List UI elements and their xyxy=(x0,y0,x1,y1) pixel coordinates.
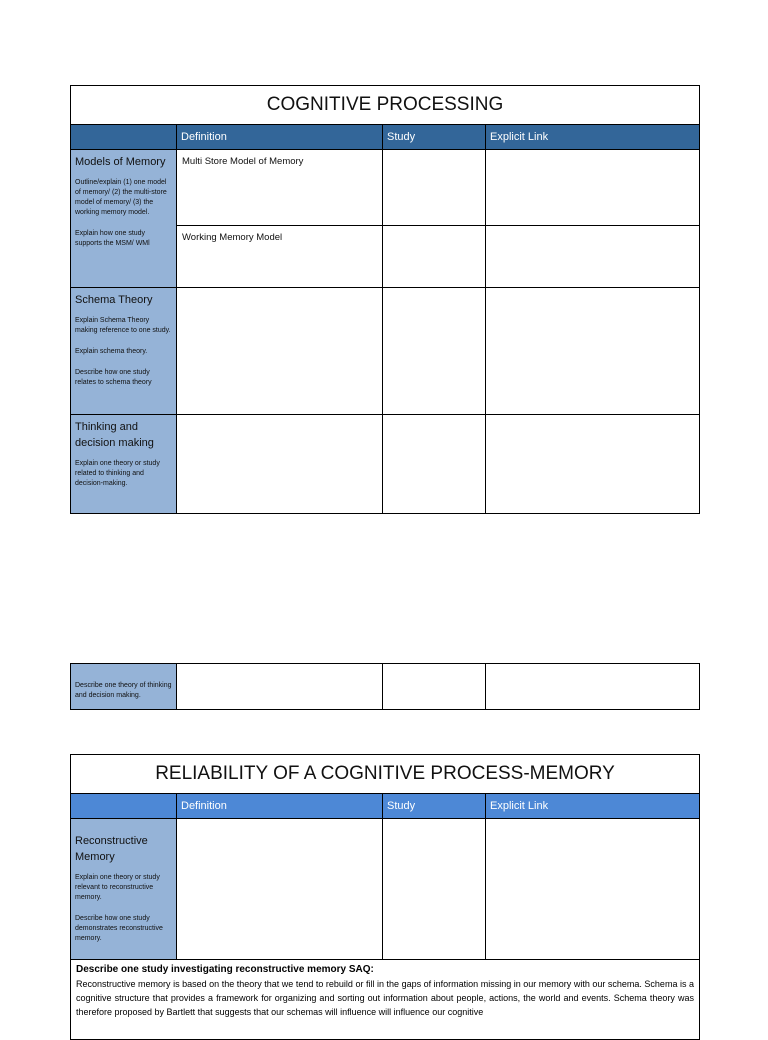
instruction-text: Explain how one study supports the MSM/ WMl xyxy=(75,230,150,247)
topic-title: Reconstructive Memory xyxy=(75,835,148,863)
topic-title: Thinking and decision making xyxy=(75,421,154,449)
cognitive-processing-table xyxy=(70,85,700,514)
study-cell[interactable] xyxy=(383,150,486,226)
header-blank xyxy=(71,125,177,150)
topic-title: Schema Theory xyxy=(75,294,153,306)
instruction-text: Explain one theory or study related to thinking and decision-making. xyxy=(75,460,160,487)
table-title: COGNITIVE PROCESSING xyxy=(71,86,700,125)
definition-cell[interactable] xyxy=(177,288,383,415)
header-study: Study xyxy=(383,125,486,150)
instruction-text: Describe how one study relates to schema theory xyxy=(75,369,152,386)
study-cell[interactable] xyxy=(383,415,486,514)
instruction-text: Explain schema theory. xyxy=(75,348,148,355)
topic-title: Models of Memory xyxy=(75,156,166,168)
explicit-link-cell[interactable] xyxy=(486,288,700,415)
models-of-memory-label xyxy=(71,150,177,288)
table-title: RELIABILITY OF A COGNITIVE PROCESS-MEMORY xyxy=(71,755,700,794)
definition-cell[interactable] xyxy=(177,415,383,514)
instruction-text: Describe one theory of thinking and decision making. xyxy=(75,682,172,699)
study-cell[interactable] xyxy=(383,226,486,288)
schema-theory-label xyxy=(71,288,177,415)
explicit-link-cell[interactable] xyxy=(486,415,700,514)
header-explicit-link: Explicit Link xyxy=(486,125,700,150)
explicit-link-cell[interactable] xyxy=(486,150,700,226)
header-study: Study xyxy=(383,794,486,819)
definition-cell[interactable] xyxy=(177,664,383,710)
study-cell[interactable] xyxy=(383,819,486,960)
header-explicit-link: Explicit Link xyxy=(486,794,700,819)
saq-question: Describe one study investigating reconstructive memory SAQ: xyxy=(76,964,374,975)
wmm-label: Working Memory Model xyxy=(182,232,283,243)
instruction-text: Describe how one study demonstrates reconstructive memory. xyxy=(75,915,163,942)
saq-cell[interactable] xyxy=(71,960,700,1040)
instruction-text: Explain Schema Theory making reference to one study. xyxy=(75,317,171,334)
explicit-link-cell[interactable] xyxy=(486,226,700,288)
msm-label: Multi Store Model of Memory xyxy=(182,156,304,167)
thinking-continuation-label xyxy=(71,664,177,710)
definition-cell[interactable] xyxy=(177,150,383,226)
explicit-link-cell[interactable] xyxy=(486,664,700,710)
instruction-text: Outline/explain (1) one model of memory/ (2) the multi-store model of memory/ (3) the working memory model. xyxy=(75,179,167,216)
study-cell[interactable] xyxy=(383,288,486,415)
reliability-memory-table xyxy=(70,754,700,1040)
definition-cell[interactable] xyxy=(177,819,383,960)
thinking-decision-label xyxy=(71,415,177,514)
header-blank xyxy=(71,794,177,819)
header-definition: Definition xyxy=(177,794,383,819)
saq-answer: Reconstructive memory is based on the theory that we tend to rebuild or fill in the gaps of information missing in our memory with our schema. Schema is a cognitive structure that provides a framework for organizing and sorting out information about people, actions, the world and events. Schema theory was therefore proposed by Bartlett that suggests that our schemas will influence will influence our cognitive xyxy=(76,979,695,1017)
explicit-link-cell[interactable] xyxy=(486,819,700,960)
definition-cell[interactable] xyxy=(177,226,383,288)
instruction-text: Explain one theory or study relevant to reconstructive memory. xyxy=(75,874,160,901)
reconstructive-memory-label xyxy=(71,819,177,960)
study-cell[interactable] xyxy=(383,664,486,710)
thinking-continuation-table xyxy=(70,663,700,710)
header-definition: Definition xyxy=(177,125,383,150)
